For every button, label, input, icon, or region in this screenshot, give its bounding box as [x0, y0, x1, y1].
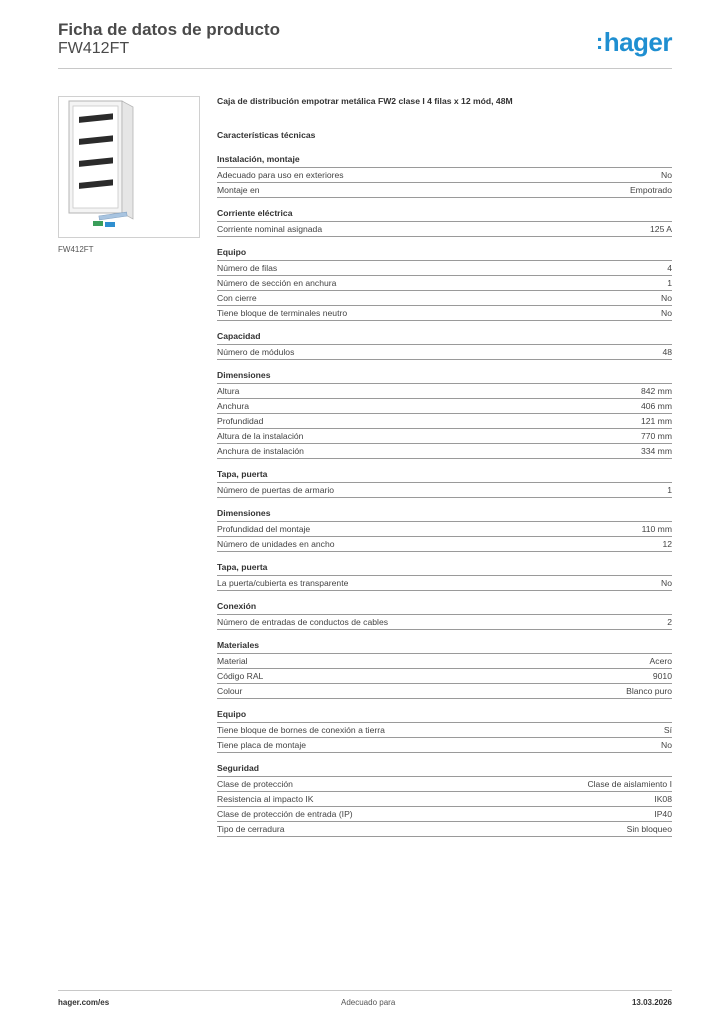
- spec-group: [217, 208, 672, 237]
- spec-label: Clase de protección: [217, 779, 293, 789]
- footer-date: 13.03.2026: [631, 998, 672, 1007]
- spec-label: Clase de protección de entrada (IP): [217, 809, 353, 819]
- spec-label: Código RAL: [217, 671, 264, 681]
- spec-label: Tipo de cerradura: [217, 824, 285, 834]
- product-image: [58, 96, 200, 238]
- spec-label: La puerta/cubierta es transparente: [217, 578, 349, 588]
- spec-group: [217, 508, 672, 552]
- header-divider: [58, 68, 672, 69]
- spec-label: Adecuado para uso en exteriores: [217, 170, 344, 180]
- spec-label: Profundidad del montaje: [217, 524, 311, 534]
- spec-row: [217, 276, 672, 291]
- spec-group-title: Dimensiones: [217, 370, 672, 384]
- spec-group: [217, 247, 672, 321]
- spec-group: [217, 469, 672, 498]
- spec-value: Sin bloqueo: [626, 824, 672, 834]
- spec-label: Profundidad: [217, 416, 264, 426]
- spec-label: Material: [217, 656, 248, 666]
- spec-value: Empotrado: [629, 185, 672, 195]
- spec-row: [217, 345, 672, 360]
- spec-value: 48: [662, 347, 672, 357]
- spec-value: No: [661, 308, 672, 318]
- spec-label: Corriente nominal asignada: [217, 224, 323, 234]
- spec-label: Colour: [217, 686, 243, 696]
- spec-group: [217, 562, 672, 591]
- spec-label: Tiene placa de montaje: [217, 740, 307, 750]
- hager-logo[interactable]: [596, 27, 672, 58]
- spec-row: [217, 291, 672, 306]
- spec-value: 406 mm: [640, 401, 672, 411]
- spec-row: [217, 183, 672, 198]
- spec-row: [217, 576, 672, 591]
- spec-group-title: Dimensiones: [217, 508, 672, 522]
- spec-label: Número de puertas de armario: [217, 485, 335, 495]
- spec-row: [217, 777, 672, 792]
- spec-label: Número de sección en anchura: [217, 278, 337, 288]
- spec-value: No: [661, 293, 672, 303]
- spec-value: 1: [667, 485, 672, 495]
- spec-label: Altura: [217, 386, 240, 396]
- spec-row: [217, 792, 672, 807]
- spec-value: 4: [667, 263, 672, 273]
- spec-label: Anchura de instalación: [217, 446, 304, 456]
- spec-group: [217, 640, 672, 699]
- footer-website-link[interactable]: hager.com/es: [58, 998, 110, 1007]
- footer-suitable-for: Adecuado para: [341, 998, 396, 1007]
- spec-label: Altura de la instalación: [217, 431, 304, 441]
- spec-row: [217, 222, 672, 237]
- spec-row: [217, 723, 672, 738]
- spec-label: Con cierre: [217, 293, 257, 303]
- spec-value: Sí: [663, 725, 672, 735]
- spec-label: Montaje en: [217, 185, 260, 195]
- spec-value: No: [661, 578, 672, 588]
- spec-group-title: Equipo: [217, 247, 672, 261]
- spec-value: 2: [667, 617, 672, 627]
- spec-row: [217, 384, 672, 399]
- spec-row: [217, 168, 672, 183]
- spec-value: 121 mm: [640, 416, 672, 426]
- spec-row: [217, 537, 672, 552]
- spec-group-title: Capacidad: [217, 331, 672, 345]
- spec-group: [217, 331, 672, 360]
- spec-group-title: Equipo: [217, 709, 672, 723]
- page-title: Ficha de datos de producto: [58, 20, 280, 39]
- spec-groups: [217, 154, 672, 837]
- spec-value: 334 mm: [640, 446, 672, 456]
- spec-group: [217, 601, 672, 630]
- spec-value: 9010: [652, 671, 672, 681]
- spec-group-title: Tapa, puerta: [217, 562, 672, 576]
- distribution-box-illustration: [59, 97, 199, 237]
- spec-row: [217, 807, 672, 822]
- footer-divider: [58, 990, 672, 991]
- spec-row: [217, 738, 672, 753]
- spec-label: Número de unidades en ancho: [217, 539, 335, 549]
- spec-row: [217, 261, 672, 276]
- spec-group: [217, 709, 672, 753]
- spec-value: 770 mm: [640, 431, 672, 441]
- spec-row: [217, 654, 672, 669]
- spec-label: Tiene bloque de terminales neutro: [217, 308, 348, 318]
- spec-value: 125 A: [650, 224, 672, 234]
- spec-row: [217, 483, 672, 498]
- product-code: FW412FT: [58, 40, 130, 57]
- image-caption: FW412FT: [58, 245, 94, 254]
- spec-group-title: Corriente eléctrica: [217, 208, 672, 222]
- spec-group-title: Tapa, puerta: [217, 469, 672, 483]
- spec-group-title: Materiales: [217, 640, 672, 654]
- spec-row: [217, 414, 672, 429]
- spec-value: No: [661, 170, 672, 180]
- spec-group-title: Seguridad: [217, 763, 672, 777]
- spec-label: Número de entradas de conductos de cables: [217, 617, 389, 627]
- spec-row: [217, 669, 672, 684]
- logo-mark: :: [595, 29, 603, 54]
- logo-text: hager: [603, 27, 672, 57]
- spec-label: Número de filas: [217, 263, 278, 273]
- spec-label: Tiene bloque de bornes de conexión a tierra: [217, 725, 385, 735]
- spec-label: Anchura: [217, 401, 250, 411]
- spec-value: 110 mm: [641, 524, 672, 534]
- spec-group: [217, 370, 672, 459]
- spec-label: Resistencia al impacto IK: [217, 794, 314, 804]
- spec-value: Blanco puro: [626, 686, 672, 696]
- spec-row: [217, 306, 672, 321]
- spec-group-title: Instalación, montaje: [217, 154, 672, 168]
- product-description: Caja de distribución empotrar metálica FW2 clase I 4 filas x 12 mód, 48M: [217, 96, 513, 106]
- spec-label: Número de módulos: [217, 347, 295, 357]
- spec-value: Acero: [649, 656, 672, 666]
- spec-group-title: Conexión: [217, 601, 672, 615]
- spec-value: 842 mm: [640, 386, 672, 396]
- spec-group: [217, 763, 672, 837]
- spec-group: [217, 154, 672, 198]
- spec-value: IP40: [654, 809, 672, 819]
- spec-value: 12: [662, 539, 672, 549]
- spec-row: [217, 522, 672, 537]
- spec-value: IK08: [654, 794, 672, 804]
- tech-heading: Características técnicas: [217, 130, 316, 140]
- spec-content: [217, 96, 672, 847]
- spec-row: [217, 615, 672, 630]
- spec-value: No: [661, 740, 672, 750]
- spec-row: [217, 822, 672, 837]
- spec-row: [217, 429, 672, 444]
- spec-row: [217, 684, 672, 699]
- spec-value: 1: [667, 278, 672, 288]
- spec-row: [217, 444, 672, 459]
- spec-row: [217, 399, 672, 414]
- spec-value: Clase de aislamiento I: [587, 779, 672, 789]
